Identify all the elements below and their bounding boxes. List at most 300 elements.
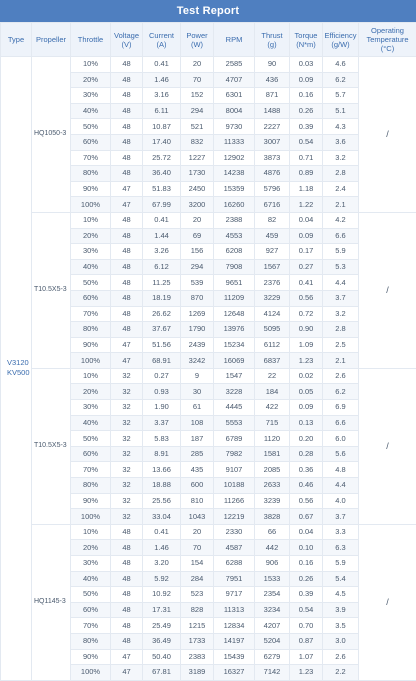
data-cell: 0.28: [290, 446, 323, 462]
data-cell: 4.2: [323, 212, 359, 228]
data-cell: 48: [111, 306, 143, 322]
data-cell: 4207: [255, 618, 290, 634]
data-cell: 4.4: [323, 275, 359, 291]
data-cell: 0.41: [143, 57, 181, 73]
data-cell: 18.88: [143, 478, 181, 494]
data-cell: 156: [181, 244, 214, 260]
data-cell: 521: [181, 119, 214, 135]
data-cell: 5095: [255, 322, 290, 338]
data-cell: 108: [181, 415, 214, 431]
data-cell: 3.26: [143, 244, 181, 260]
data-cell: 0.02: [290, 368, 323, 384]
data-cell: 4707: [214, 72, 255, 88]
data-cell: 10188: [214, 478, 255, 494]
data-cell: 1533: [255, 571, 290, 587]
data-cell: 0.46: [290, 478, 323, 494]
data-cell: 5.3: [323, 259, 359, 275]
data-cell: 48: [111, 524, 143, 540]
data-cell: 5.7: [323, 88, 359, 104]
data-cell: 30: [181, 384, 214, 400]
data-cell: 48: [111, 72, 143, 88]
data-cell: 6.11: [143, 103, 181, 119]
data-cell: 1269: [181, 306, 214, 322]
data-cell: 30%: [71, 88, 111, 104]
data-cell: 10%: [71, 212, 111, 228]
data-cell: 80%: [71, 166, 111, 182]
data-cell: 1.09: [290, 337, 323, 353]
data-cell: 51.83: [143, 181, 181, 197]
data-cell: 0.41: [143, 212, 181, 228]
data-cell: 60%: [71, 602, 111, 618]
data-cell: 4.8: [323, 462, 359, 478]
data-cell: 6301: [214, 88, 255, 104]
data-cell: 50%: [71, 431, 111, 447]
data-cell: 6.2: [323, 384, 359, 400]
data-cell: 60%: [71, 446, 111, 462]
data-cell: 67.81: [143, 665, 181, 681]
data-cell: 48: [111, 540, 143, 556]
temperature-cell: /: [359, 212, 416, 368]
data-cell: 100%: [71, 197, 111, 213]
data-cell: 2439: [181, 337, 214, 353]
data-cell: 30%: [71, 244, 111, 260]
data-cell: 10%: [71, 57, 111, 73]
data-cell: 3.37: [143, 415, 181, 431]
data-cell: 30%: [71, 400, 111, 416]
data-cell: 715: [255, 415, 290, 431]
data-cell: 828: [181, 602, 214, 618]
data-cell: 284: [181, 571, 214, 587]
propeller-cell: HQ1050-3: [32, 57, 71, 213]
data-cell: 90%: [71, 337, 111, 353]
column-header: RPM: [214, 23, 255, 57]
data-cell: 32: [111, 493, 143, 509]
data-cell: 18.19: [143, 290, 181, 306]
data-cell: 2.5: [323, 337, 359, 353]
data-cell: 3242: [181, 353, 214, 369]
data-cell: 10.92: [143, 587, 181, 603]
data-cell: 11333: [214, 134, 255, 150]
data-cell: 32: [111, 509, 143, 525]
data-cell: 0.27: [290, 259, 323, 275]
data-cell: 7951: [214, 571, 255, 587]
data-cell: 459: [255, 228, 290, 244]
data-cell: 32: [111, 431, 143, 447]
data-cell: 4553: [214, 228, 255, 244]
data-cell: 0.09: [290, 400, 323, 416]
data-cell: 4.5: [323, 587, 359, 603]
data-cell: 48: [111, 618, 143, 634]
data-cell: 47: [111, 181, 143, 197]
data-cell: 0.17: [290, 244, 323, 260]
data-cell: 50%: [71, 119, 111, 135]
data-cell: 2.6: [323, 368, 359, 384]
table-row: [1, 368, 416, 384]
data-cell: 1.23: [290, 353, 323, 369]
data-cell: 32: [111, 462, 143, 478]
report-title: Test Report: [0, 0, 416, 22]
data-cell: 0.09: [290, 72, 323, 88]
data-cell: 40%: [71, 571, 111, 587]
data-cell: 6.6: [323, 415, 359, 431]
data-cell: 48: [111, 103, 143, 119]
data-cell: 48: [111, 602, 143, 618]
data-cell: 1790: [181, 322, 214, 338]
data-cell: 5204: [255, 633, 290, 649]
data-cell: 3.16: [143, 88, 181, 104]
data-cell: 3.7: [323, 509, 359, 525]
data-cell: 70%: [71, 618, 111, 634]
data-cell: 48: [111, 166, 143, 182]
data-cell: 5553: [214, 415, 255, 431]
data-cell: 0.89: [290, 166, 323, 182]
data-cell: 2376: [255, 275, 290, 291]
data-cell: 6.2: [323, 72, 359, 88]
data-cell: 0.41: [290, 275, 323, 291]
data-cell: 0.71: [290, 150, 323, 166]
data-cell: 0.09: [290, 228, 323, 244]
data-cell: 11313: [214, 602, 255, 618]
data-cell: 0.39: [290, 119, 323, 135]
data-cell: 48: [111, 119, 143, 135]
data-cell: 832: [181, 134, 214, 150]
data-cell: 2085: [255, 462, 290, 478]
data-cell: 3.5: [323, 618, 359, 634]
data-cell: 50%: [71, 587, 111, 603]
data-cell: 0.54: [290, 602, 323, 618]
data-cell: 17.31: [143, 602, 181, 618]
data-cell: 0.90: [290, 322, 323, 338]
data-cell: 48: [111, 556, 143, 572]
data-cell: 6288: [214, 556, 255, 572]
data-cell: 32: [111, 446, 143, 462]
data-cell: 5.83: [143, 431, 181, 447]
data-cell: 2633: [255, 478, 290, 494]
data-cell: 48: [111, 587, 143, 603]
data-cell: 6.3: [323, 540, 359, 556]
data-cell: 0.87: [290, 633, 323, 649]
data-cell: 48: [111, 244, 143, 260]
data-cell: 0.39: [290, 587, 323, 603]
test-report-table: [0, 22, 416, 681]
data-cell: 6.6: [323, 228, 359, 244]
data-cell: 11266: [214, 493, 255, 509]
data-cell: 30%: [71, 556, 111, 572]
data-cell: 294: [181, 103, 214, 119]
data-cell: 36.40: [143, 166, 181, 182]
data-cell: 5.6: [323, 446, 359, 462]
temperature-cell: /: [359, 524, 416, 680]
data-cell: 810: [181, 493, 214, 509]
data-cell: 927: [255, 244, 290, 260]
data-cell: 16260: [214, 197, 255, 213]
data-cell: 1.23: [290, 665, 323, 681]
data-cell: 5.9: [323, 556, 359, 572]
data-cell: 51.56: [143, 337, 181, 353]
propeller-cell: HQ1145-3: [32, 524, 71, 680]
data-cell: 12648: [214, 306, 255, 322]
data-cell: 60%: [71, 134, 111, 150]
data-cell: 2450: [181, 181, 214, 197]
data-cell: 12834: [214, 618, 255, 634]
data-cell: 436: [255, 72, 290, 88]
data-cell: 66: [255, 524, 290, 540]
data-cell: 20%: [71, 540, 111, 556]
data-cell: 2.2: [323, 665, 359, 681]
data-cell: 70: [181, 540, 214, 556]
data-cell: 16069: [214, 353, 255, 369]
data-cell: 48: [111, 212, 143, 228]
data-cell: 48: [111, 57, 143, 73]
data-cell: 33.04: [143, 509, 181, 525]
data-cell: 47: [111, 649, 143, 665]
data-cell: 3239: [255, 493, 290, 509]
data-cell: 32: [111, 478, 143, 494]
column-header: Voltage (V): [111, 23, 143, 57]
data-cell: 8004: [214, 103, 255, 119]
data-cell: 2.1: [323, 353, 359, 369]
data-cell: 0.36: [290, 462, 323, 478]
data-cell: 48: [111, 571, 143, 587]
data-cell: 4124: [255, 306, 290, 322]
data-cell: 0.16: [290, 88, 323, 104]
data-cell: 50.40: [143, 649, 181, 665]
data-cell: 2.6: [323, 649, 359, 665]
data-cell: 11.25: [143, 275, 181, 291]
data-cell: 20%: [71, 72, 111, 88]
data-cell: 6112: [255, 337, 290, 353]
data-cell: 47: [111, 337, 143, 353]
data-cell: 3007: [255, 134, 290, 150]
data-cell: 0.04: [290, 212, 323, 228]
data-cell: 48: [111, 259, 143, 275]
motor-type-cell: V3120 KV500: [1, 57, 32, 681]
data-cell: 1.44: [143, 228, 181, 244]
data-cell: 5.9: [323, 244, 359, 260]
data-cell: 435: [181, 462, 214, 478]
data-cell: 1567: [255, 259, 290, 275]
propeller-cell: T10.5X5-3: [32, 212, 71, 368]
data-cell: 61: [181, 400, 214, 416]
data-cell: 1730: [181, 166, 214, 182]
data-cell: 20%: [71, 228, 111, 244]
data-cell: 0.05: [290, 384, 323, 400]
column-header: Type: [1, 23, 32, 57]
data-cell: 10%: [71, 368, 111, 384]
data-cell: 1043: [181, 509, 214, 525]
data-cell: 4.3: [323, 119, 359, 135]
data-cell: 1547: [214, 368, 255, 384]
data-cell: 1120: [255, 431, 290, 447]
data-cell: 3.6: [323, 134, 359, 150]
data-cell: 3229: [255, 290, 290, 306]
data-cell: 5.92: [143, 571, 181, 587]
temperature-cell: /: [359, 368, 416, 524]
data-cell: 14197: [214, 633, 255, 649]
data-cell: 60%: [71, 290, 111, 306]
data-cell: 10%: [71, 524, 111, 540]
data-cell: 3.3: [323, 524, 359, 540]
data-cell: 32: [111, 400, 143, 416]
data-cell: 8.91: [143, 446, 181, 462]
data-cell: 7908: [214, 259, 255, 275]
data-cell: 40%: [71, 103, 111, 119]
data-cell: 2388: [214, 212, 255, 228]
data-cell: 2354: [255, 587, 290, 603]
data-cell: 48: [111, 228, 143, 244]
data-cell: 7982: [214, 446, 255, 462]
data-cell: 184: [255, 384, 290, 400]
table-header-row: [1, 23, 416, 57]
data-cell: 82: [255, 212, 290, 228]
data-cell: 70: [181, 72, 214, 88]
column-header: Operating Temperature (°C): [359, 23, 416, 57]
data-cell: 0.04: [290, 524, 323, 540]
data-cell: 6837: [255, 353, 290, 369]
data-cell: 4.4: [323, 478, 359, 494]
data-cell: 0.56: [290, 493, 323, 509]
column-header: Torque (N*m): [290, 23, 323, 57]
data-cell: 0.27: [143, 368, 181, 384]
data-cell: 9651: [214, 275, 255, 291]
data-cell: 4445: [214, 400, 255, 416]
data-cell: 20: [181, 57, 214, 73]
data-cell: 20%: [71, 384, 111, 400]
data-cell: 0.93: [143, 384, 181, 400]
data-cell: 152: [181, 88, 214, 104]
data-cell: 9: [181, 368, 214, 384]
data-cell: 1.46: [143, 72, 181, 88]
data-cell: 6789: [214, 431, 255, 447]
data-cell: 25.56: [143, 493, 181, 509]
data-cell: 0.16: [290, 556, 323, 572]
data-cell: 2.8: [323, 322, 359, 338]
data-cell: 69: [181, 228, 214, 244]
data-cell: 32: [111, 384, 143, 400]
data-cell: 26.62: [143, 306, 181, 322]
data-cell: 13976: [214, 322, 255, 338]
data-cell: 4.6: [323, 57, 359, 73]
data-cell: 80%: [71, 322, 111, 338]
data-cell: 32: [111, 415, 143, 431]
data-cell: 4876: [255, 166, 290, 182]
data-cell: 90: [255, 57, 290, 73]
data-cell: 15439: [214, 649, 255, 665]
data-cell: 40%: [71, 259, 111, 275]
data-cell: 50%: [71, 275, 111, 291]
data-cell: 47: [111, 353, 143, 369]
data-cell: 32: [111, 368, 143, 384]
data-cell: 20: [181, 212, 214, 228]
data-cell: 4587: [214, 540, 255, 556]
table-row: [1, 57, 416, 73]
data-cell: 2383: [181, 649, 214, 665]
data-cell: 80%: [71, 633, 111, 649]
data-cell: 6208: [214, 244, 255, 260]
data-cell: 906: [255, 556, 290, 572]
data-cell: 70%: [71, 306, 111, 322]
data-cell: 523: [181, 587, 214, 603]
data-cell: 539: [181, 275, 214, 291]
data-cell: 48: [111, 150, 143, 166]
column-header: Power (W): [181, 23, 214, 57]
data-cell: 14238: [214, 166, 255, 182]
data-cell: 871: [255, 88, 290, 104]
data-cell: 13.66: [143, 462, 181, 478]
data-cell: 0.70: [290, 618, 323, 634]
data-cell: 0.41: [143, 524, 181, 540]
data-cell: 1733: [181, 633, 214, 649]
data-cell: 3234: [255, 602, 290, 618]
data-cell: 37.67: [143, 322, 181, 338]
data-cell: 90%: [71, 493, 111, 509]
data-cell: 0.26: [290, 103, 323, 119]
data-cell: 6.9: [323, 400, 359, 416]
data-cell: 3.9: [323, 602, 359, 618]
data-cell: 15234: [214, 337, 255, 353]
data-cell: 0.67: [290, 509, 323, 525]
column-header: Propeller: [32, 23, 71, 57]
data-cell: 48: [111, 134, 143, 150]
data-cell: 294: [181, 259, 214, 275]
data-cell: 1.46: [143, 540, 181, 556]
data-cell: 2330: [214, 524, 255, 540]
data-cell: 25.72: [143, 150, 181, 166]
data-cell: 3200: [181, 197, 214, 213]
data-cell: 2227: [255, 119, 290, 135]
data-cell: 36.49: [143, 633, 181, 649]
data-cell: 422: [255, 400, 290, 416]
data-cell: 100%: [71, 665, 111, 681]
data-cell: 17.40: [143, 134, 181, 150]
data-cell: 600: [181, 478, 214, 494]
data-cell: 2.8: [323, 166, 359, 182]
data-cell: 6279: [255, 649, 290, 665]
data-cell: 0.56: [290, 290, 323, 306]
data-cell: 9730: [214, 119, 255, 135]
table-row: [1, 212, 416, 228]
data-cell: 870: [181, 290, 214, 306]
data-cell: 0.20: [290, 431, 323, 447]
data-cell: 7142: [255, 665, 290, 681]
data-cell: 5796: [255, 181, 290, 197]
data-cell: 48: [111, 633, 143, 649]
data-cell: 3228: [214, 384, 255, 400]
data-cell: 5.4: [323, 571, 359, 587]
data-cell: 4.0: [323, 493, 359, 509]
data-cell: 442: [255, 540, 290, 556]
data-cell: 154: [181, 556, 214, 572]
data-cell: 187: [181, 431, 214, 447]
column-header: Efficiency (g/W): [323, 23, 359, 57]
data-cell: 2.4: [323, 181, 359, 197]
data-cell: 0.13: [290, 415, 323, 431]
data-cell: 48: [111, 275, 143, 291]
data-cell: 12902: [214, 150, 255, 166]
data-cell: 3.7: [323, 290, 359, 306]
data-cell: 1215: [181, 618, 214, 634]
data-cell: 3.2: [323, 306, 359, 322]
data-cell: 1488: [255, 103, 290, 119]
column-header: Throttle: [71, 23, 111, 57]
temperature-cell: /: [359, 57, 416, 213]
data-cell: 47: [111, 197, 143, 213]
data-cell: 68.91: [143, 353, 181, 369]
data-cell: 0.10: [290, 540, 323, 556]
data-cell: 48: [111, 322, 143, 338]
data-cell: 3.0: [323, 633, 359, 649]
data-cell: 6716: [255, 197, 290, 213]
